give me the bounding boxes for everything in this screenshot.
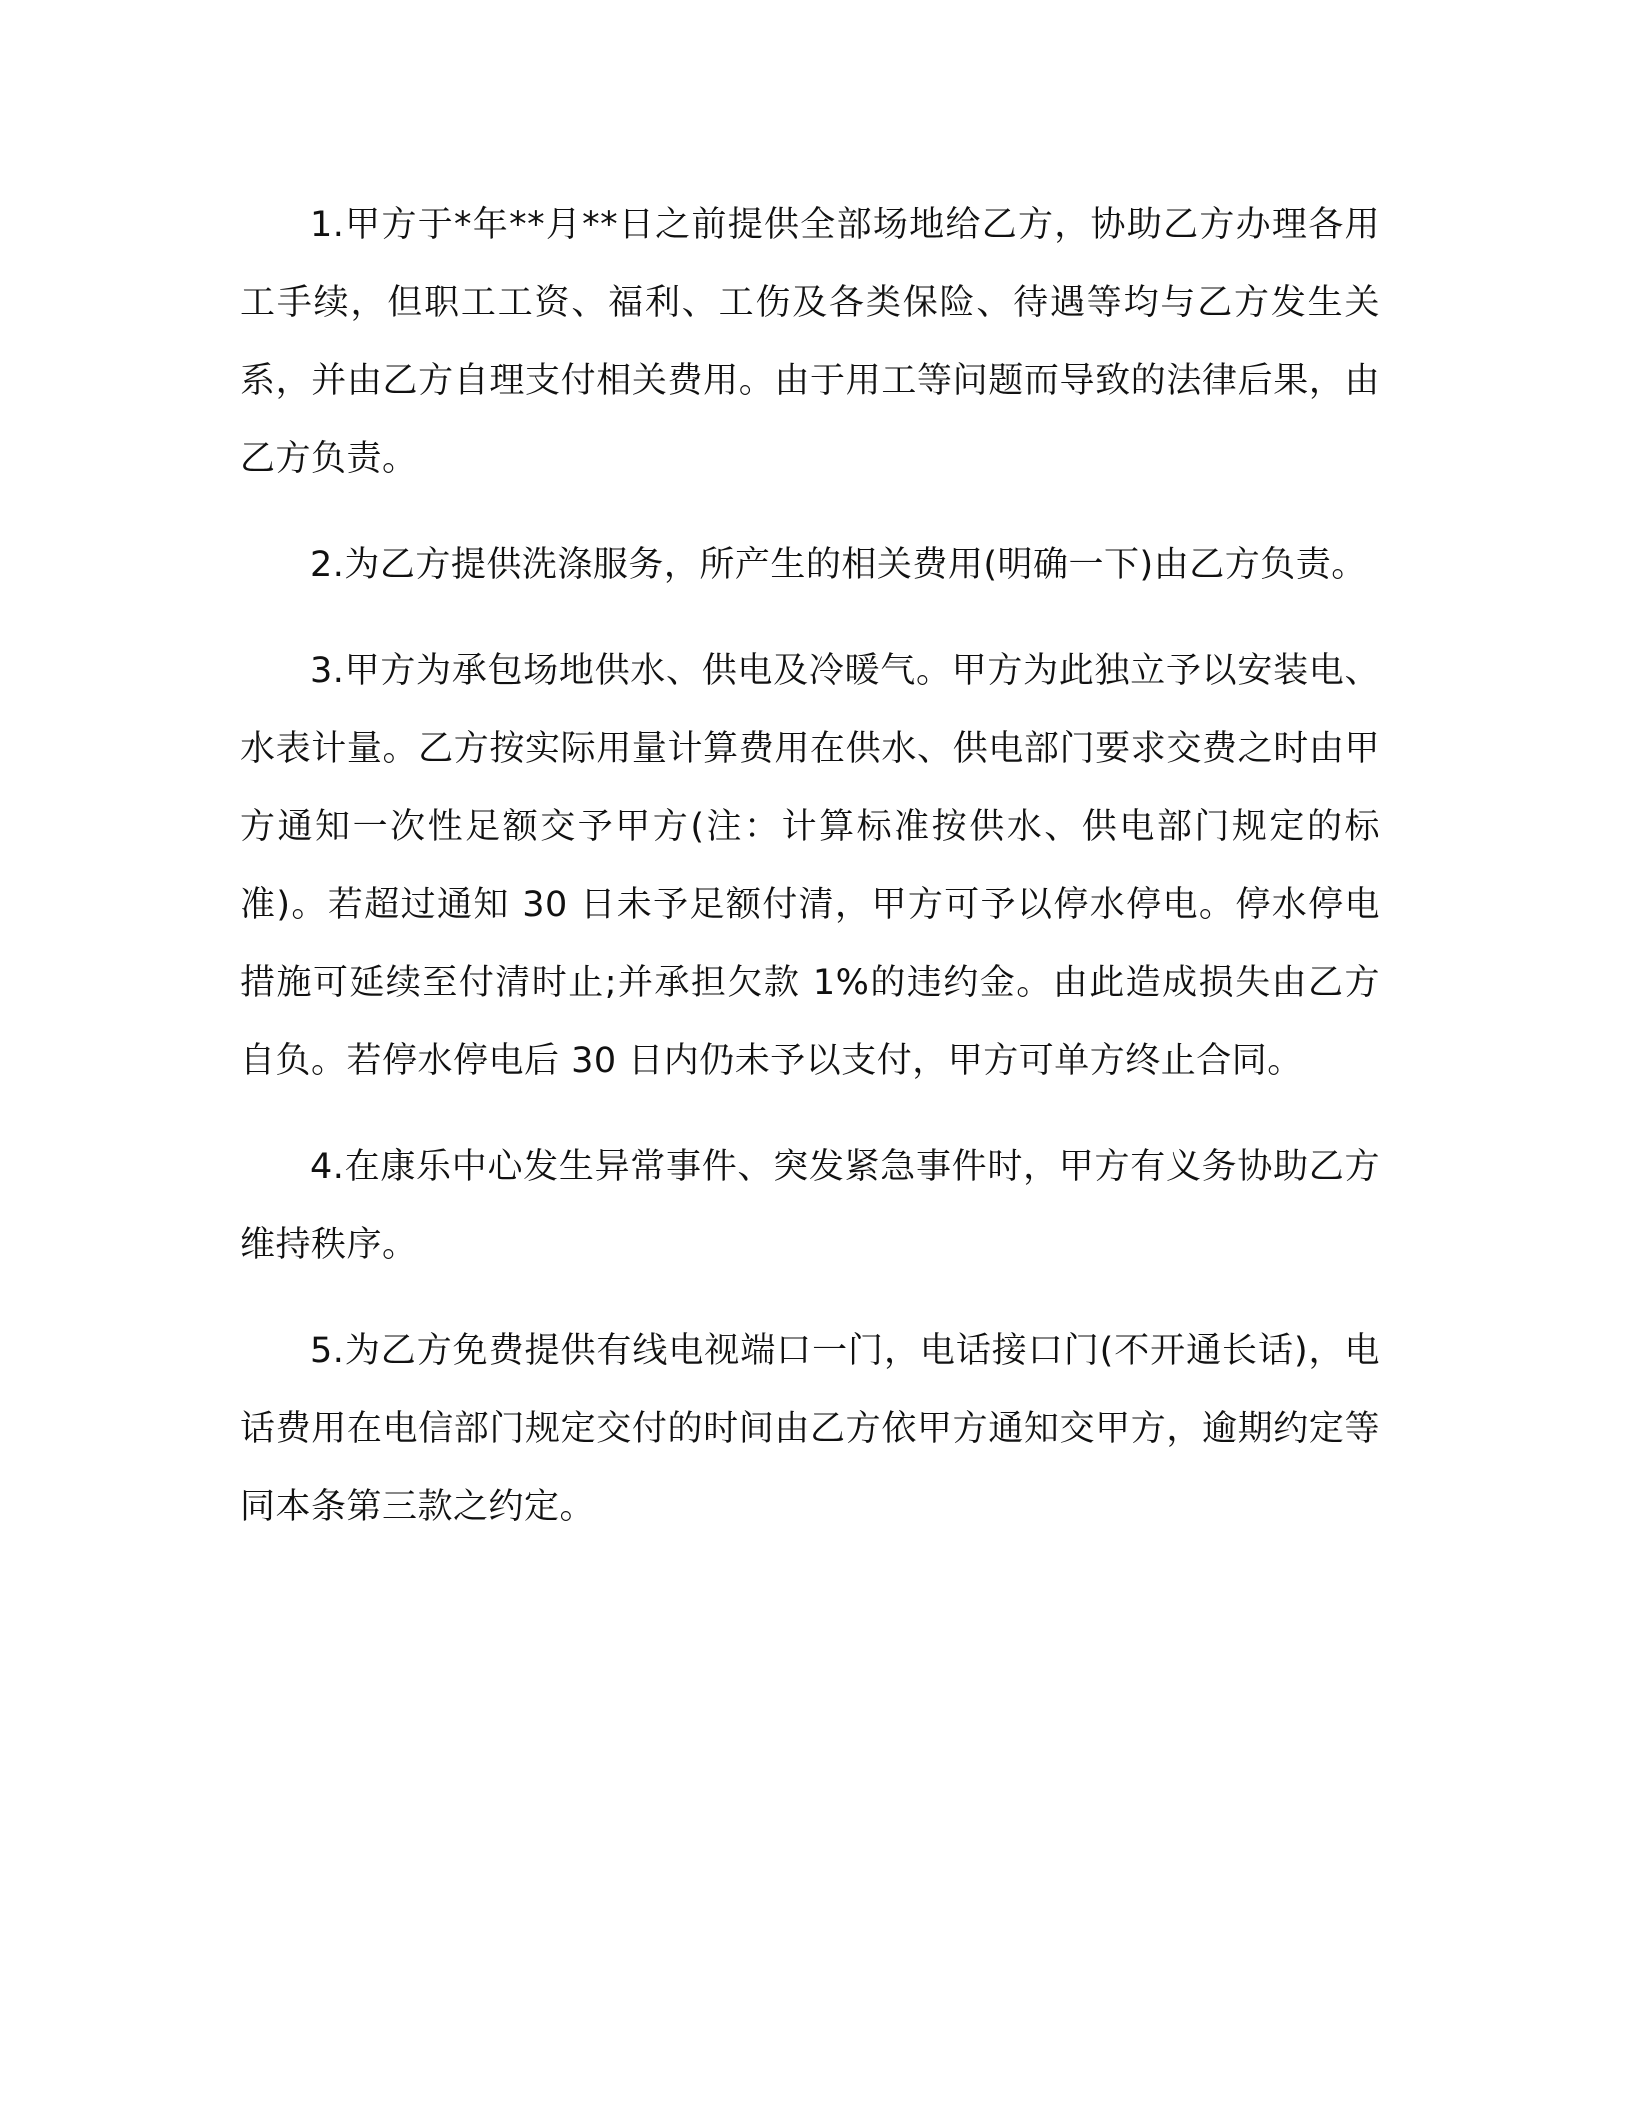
clause-4-paragraph: 4.在康乐中心发生异常事件、突发紧急事件时，甲方有义务协助乙方维持秩序。: [240, 1147, 1380, 1265]
clause-5-paragraph: 5.为乙方免费提供有线电视端口一门，电话接口门(不开通长话)，电话费用在电信部门规定交付的时间由乙方依甲方通知交甲方，逾期约定等同本条第三款之约定。: [240, 1331, 1380, 1527]
clause-2-paragraph: 2.为乙方提供洗涤服务，所产生的相关费用(明确一下)由乙方负责。: [310, 545, 1367, 585]
clause-3-paragraph: 3.甲方为承包场地供水、供电及冷暖气。甲方为此独立予以安装电、水表计量。乙方按实际用量计算费用在供水、供电部门要求交费之时由甲方通知一次性足额交予甲方(注：计算标准按供水、供电部门规定的标准)。若超过通知 30 日未予足额付清，甲方可予以停水停电。停水停电措施可延续至付清时止;并承担欠款 1%的违约金。由此造成损失由乙方自负。若停水停电后 30 日内仍未予以支付，甲方可单方终止合同。: [240, 651, 1380, 1081]
clause-1-paragraph: 1.甲方于*年**月**日之前提供全部场地给乙方，协助乙方办理各用工手续，但职工工资、福利、工伤及各类保险、待遇等均与乙方发生关系，并由乙方自理支付相关费用。由于用工等问题而导致的法律后果，由乙方负责。: [240, 205, 1380, 479]
document-body: [240, 186, 1380, 1574]
